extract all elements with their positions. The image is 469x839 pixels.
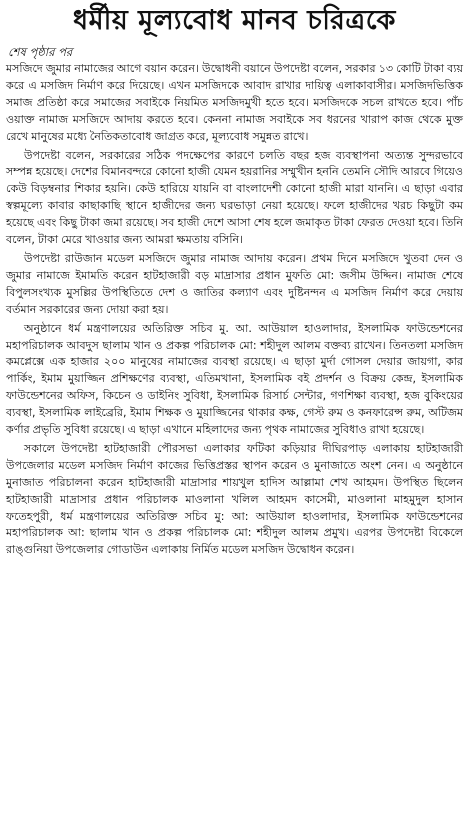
article-body — [6, 61, 463, 559]
article-paragraph: মসজিদে জুমার নামাজের আগে বয়ান করেন। উদ্বোধনী বয়ানে উপদেষ্টা বলেন, সরকার ১৩ কোটি টাকা ব্যয় করে এ মসজিদ নির্মাণ করে দিয়েছে। এখন মসজিদকে আবাদ রাখার দায়িত্ব এলাকাবাসীর। মসজিদভিত্তিক সমাজ প্রতিষ্ঠা করে সমাজের সবাইকে নিয়মিত মসজিদমুখী হতে হবে। মসজিদকে সচল রাখতে হবে। পাঁচ ওয়াক্ত নামাজ মসজিদে আদায় করতে হবে। কেননা নামাজ সবাইকে সব ধরনের খারাপ কাজ থেকে মুক্ত রেখে মানুষের মধ্যে নৈতিকতাবোধ জাগ্রত করে, মূল্যবোধ সমুন্নত রাখে। — [6, 62, 463, 143]
article-paragraph: সকালে উপদেষ্টা হাটহাজারী পৌরসভা এলাকার ফটিকা কড়িয়ার দীঘিরপাড় এলাকায় হাটহাজারী উপজেলার মডেল মসজিদ নির্মাণ কাজের ভিত্তিপ্রস্তর স্থাপন করেন ও মুনাজাতে অংশ নেন। এ অনুষ্ঠানে মুনাজাত পরিচালনা করেন হাটহাজারী মাদ্রাসার শায়খুল হাদিস আল্লামা শেখ আহমদ। উপস্থিত ছিলেন হাটহাজারী মাদ্রাসার প্রধান পরিচালক মাওলানা খলিল আহমদ কাসেমী, মাওলানা মাহমুদুল হাসান ফতেহপুরী, ধর্ম মন্ত্রণালয়ের অতিরিক্ত সচিব মু: আ: আউয়াল হাওলাদার, ইসলামিক ফাউন্ডেশনের মহাপরিচালক আ: ছালাম খান ও প্রকল্প পরিচালক মো: শহীদুল আলম প্রমুখ। এরপর উপদেষ্টা বিকেলে রাঙ্গুনিয়া উপজেলার গোডাউন এলাকায় নির্মিত মডেল মসজিদ উদ্বোধন করেন। — [6, 441, 463, 557]
headline: ধর্মীয় মূল্যবোধ মানব চরিত্রকে — [73, 5, 396, 36]
article-paragraph: উপদেষ্টা রাউজান মডেল মসজিদে জুমার নামাজ আদায় করেন। প্রথম দিনে মসজিদে খুতবা দেন ও জুমার নামাজে ইমামতি করেন হাটহাজারী বড় মাদ্রাসার প্রধান মুফতি মো: জসীম উদ্দিন। নামাজ শেষে বিপুলসংখ্যক মুসল্লির উপস্থিতিতে দেশ ও জাতির কল্যাণ এবং দুষ্টিনন্দন এ মসজিদ নির্মাণ করে দেয়ায় বর্তমান সরকারের জন্য দোয়া করা হয়। — [6, 251, 463, 316]
article-paragraph: অনুষ্ঠানে ধর্ম মন্ত্রণালয়ের অতিরিক্ত সচিব মু. আ. আউয়াল হাওলাদার, ইসলামিক ফাউন্ডেশনের মহাপরিচালক আবদুস ছালাম খান ও প্রকল্প পরিচালক মো: শহীদুল আলম বক্তব্য রাখেন। তিনতলা মসজিদ কমপ্লেক্সে এক হাজার ২০০ মানুষের নামাজের ব্যবস্থা রয়েছে। এ ছাড়া মুর্দা গোসল দেয়ার জায়গা, কার পার্কিং, ইমাম মুয়াজ্জিন প্রশিক্ষণের ব্যবস্থা, এতিমখানা, ইসলামিক বই প্রদর্শন ও বিক্রয় কেন্দ্র, ইসলামিক ফাউন্ডেশনের অফিস, কিচেন ও ডাইনিং সুবিধা, ইসলামিক রিসার্চ সেন্টার, গণশিক্ষা ব্যবস্থা, হজ বুকিংয়ের ব্যবস্থা, ইসলামিক লাইব্রেরি, ইমাম শিক্ষক ও মুয়াজ্জিনের থাকার কক্ষ, গেস্ট রুম ও কনফারেন্স রুম, অটিজম কর্ণার প্রভৃতি সুবিধা রয়েছে। এ ছাড়া এখানে মহিলাদের জন্য পৃথক নামাজের সুবিধাও রাখা হয়েছে। — [6, 321, 463, 437]
continued-from-label: শেষ পৃষ্ঠার পর — [8, 45, 73, 59]
article-paragraph: উপদেষ্টা বলেন, সরকারের সঠিক পদক্ষেপের কারণে চলতি বছর হজ ব্যবস্থাপনা অত্যন্ত সুন্দরভাবে সম্পন্ন হয়েছে। দেশের বিমানবন্দরে কোনো হাজী যেমন হয়রানির সম্মুখীন হননি তেমনি সৌদি আরবে গিয়েও কেউ বিড়ম্বনার শিকার হয়নি। কেউ হারিয়ে যায়নি বা বাংলাদেশী কোনো হাজী মারা যাননি। এ ছাড়া এবার স্বল্পমূল্যে কাবার কাছাকাছি স্থানে হাজীদের জন্য ঘরভাড়া নেয়া হয়েছে। ফলে হাজীদের খরচ কিছুটা কম হয়েছে এবং কিছু টাকা জমা রয়েছে। সব হাজী দেশে আসা শেষ হলে জমাকৃত টাকা ফেরত দেওয়া হবে। তিনি বলেন, টাকা মেরে খাওয়ার জন্য আমরা ক্ষমতায় বসিনি। — [6, 148, 463, 247]
